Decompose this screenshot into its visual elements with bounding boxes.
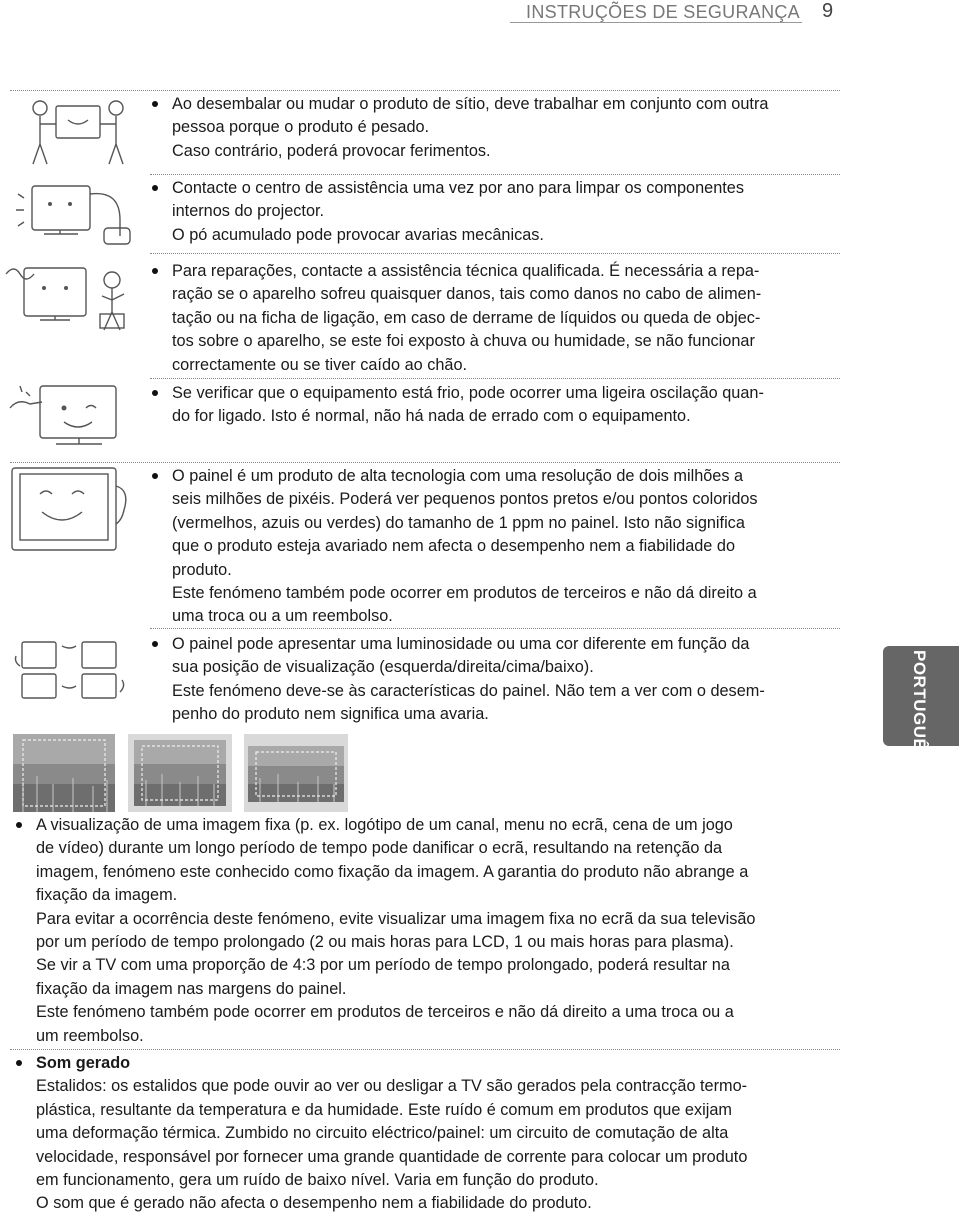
tv-vacuum-cleaner-illustration [14,180,134,248]
cold-tv-illustration [6,382,130,458]
language-tab-label: PORTUGUÊS [910,650,929,763]
safety-item [14,814,844,1048]
safety-item [14,1052,844,1216]
item-viewing-angle: O painel pode apresentar uma luminosidade ou uma cor diferente em função da sua posição de visualização (esquerda/direita/cima/baixo). Este fenómeno deve-se às características do painel. Não tem a ver com o desem- penho do produto nem significa uma avaria. [150,633,840,727]
item-annual-cleaning: Contacte o centro de assistência uma vez por ano para limpar os componentes internos do projector. O pó acumulado pode provocar avarias mecânicas. [150,177,840,247]
safety-item [150,382,840,429]
language-tab [883,646,959,763]
header-rule [510,22,802,23]
smiling-tv-panel-illustration [10,466,130,554]
safety-item [150,260,840,377]
page-number: 9 [822,0,834,22]
safety-item [150,633,840,727]
item-carry-with-another-person: Ao desembalar ou mudar o produto de sítio, deve trabalhar em conjunto com outra pessoa porque o produto é pesado. Caso contrário, poderá provocar ferimentos. [150,93,840,163]
item-qualified-repairs: Para reparações, contacte a assistência técnica qualificada. É necessária a repa- ração se o aparelho sofreu quaisquer danos, tais como danos no cabo de alimen- tação ou na ficha de ligação, em caso de derrame de líquidos ou queda de objec- tos sobre o aparelho, se este foi exposto à chuva ou humidade, se não funcionar correctamente ou se tiver caído ao chão. [150,260,840,377]
two-people-carrying-tv-illustration [28,98,128,166]
item-generated-sound: Som gerado Estalidos: os estalidos que pode ouvir ao ver ou desligar a TV são gerados pela contracção termo- plástica, resultante da temperatura e da humidade. Este ruído é comum em produtos que exijam uma deformação térmica. Zumbido no circuito eléctrico/painel: um circuito de comutação de alta velocidade, responsável por fornecer uma grande quantidade de corrente para colocar um produto em funcionamento, gera um ruído de baixo nível. Varia em função do produto. O som que é gerado não afecta o desempenho nem a fiabilidade do produto. [14,1052,844,1216]
separator [150,174,840,175]
viewing-angle-tvs-illustration [14,636,128,702]
separator [10,462,840,463]
section-title: INSTRUÇÕES DE SEGURANÇA [526,2,800,22]
safety-item [150,177,840,247]
separator [150,253,840,254]
item-cold-flicker: Se verificar que o equipamento está frio, pode ocorrer uma ligeira oscilação quan- do for ligado. Isto é normal, não há nada de errado com o equipamento. [150,382,840,429]
image-retention-photo-wide [244,734,348,812]
separator [10,1049,840,1050]
tv-repair-technician-illustration [4,260,140,340]
separator [150,378,840,379]
image-retention-photo-centered [128,734,232,812]
safety-item [150,465,840,629]
image-retention-photo-normal [13,734,115,812]
item-image-retention: A visualização de uma imagem fixa (p. ex. logótipo de um canal, menu no ecrã, cena de um jogo de vídeo) durante um longo período de tempo pode danificar o ecrã, resultando na retenção da imagem, fenómeno este conhecido como fixação da imagem. A garantia do produto não abrange a fixação da imagem. Para evitar a ocorrência deste fenómeno, evite visualizar uma imagem fixa no ecrã da sua televisão por um período de tempo prolongado (2 ou mais horas para LCD, 1 ou mais horas para plasma). Se vir a TV com uma proporção de 4:3 por um período de tempo prolongado, poderá resultar na fixação da imagem nas margens do painel. Este fenómeno também pode ocorrer em produtos de terceiros e não dá direito a uma troca ou a um reembolso. [14,814,844,1048]
section-heading: Som gerado [36,1054,131,1072]
safety-item [150,93,840,163]
separator [10,90,840,91]
item-panel-pixels: O painel é um produto de alta tecnologia com uma resolução de dois milhões a seis milhões de pixéis. Poderá ver pequenos pontos pretos e/ou pontos coloridos (vermelhos, azuis ou verdes) do tamanho de 1 ppm no painel. Isto não significa que o produto esteja avariado nem afecta o desempenho nem a fiabilidade do produto. Este fenómeno também pode ocorrer em produtos de terceiros e não dá direito a uma troca ou a um reembolso. [150,465,840,629]
